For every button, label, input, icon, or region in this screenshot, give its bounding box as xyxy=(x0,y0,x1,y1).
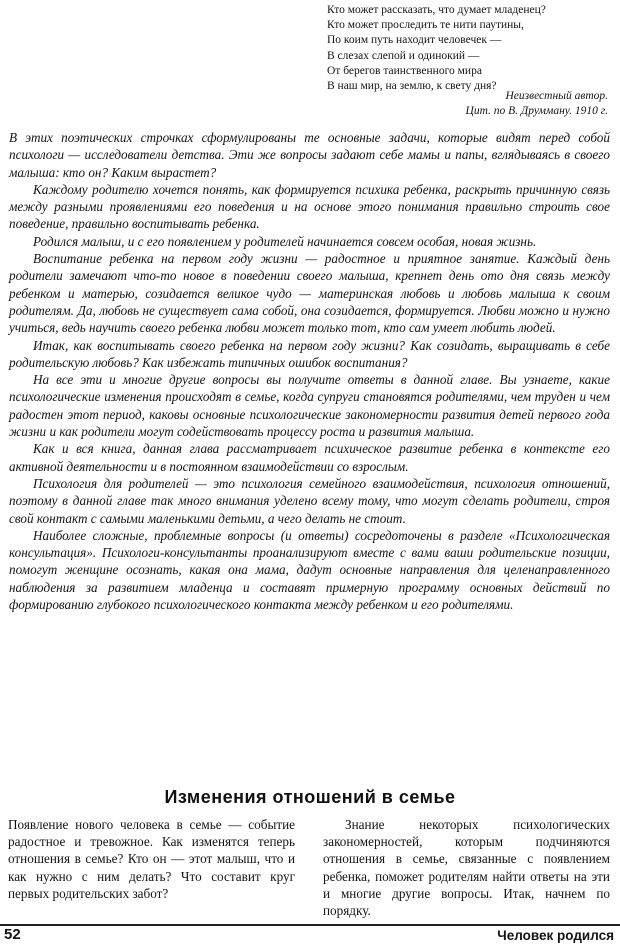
epigraph-line: По коим путь находит человечек — xyxy=(327,34,502,47)
intro-paragraph: Воспитание ребенка на первом году жизни — радостное и приятное занятие. Каждый день родители замечают что-то новое в поведении своего малыша, крепнет день ото дня связь между ребенком и матерью, созидается великое чудо — материнская любовь и любовь малыша к своим родителям. Да, любовь не существует сама собой, она созидается, формируется. Любви можно и нужно учиться, ведь научить своего ребенка любви может только тот, кто сам умеет любить людей. xyxy=(9,251,610,336)
left-column xyxy=(8,816,295,902)
chapter-introduction xyxy=(9,129,610,613)
right-column xyxy=(323,816,610,919)
epigraph-attribution xyxy=(466,89,608,119)
epigraph-line: В слезах слепой и одинокий — xyxy=(327,49,480,62)
body-paragraph: Знание некоторых психологических закономерностей, которым подчиняются отношения в семье, связанные с появлением ребенка, поможет родителям найти ответы на эти и многие другие вопросы. Итак, начнем по порядку. xyxy=(323,817,610,919)
epigraph-poem xyxy=(327,3,607,94)
intro-paragraph: Итак, как воспитывать своего ребенка на первом году жизни? Как созидать, выращивать в себе родительскую любовь? Как избежать типичных ошибок воспитания? xyxy=(9,337,610,370)
epigraph-line: Кто может рассказать, что думает младенец? xyxy=(327,4,546,16)
epigraph-line: От берегов таинственного мира xyxy=(327,64,482,77)
body-paragraph: Появление нового человека в семье — событие радостное и тревожное. Как изменятся теперь отношения в семье? Кто он — этот малыш, что и как нужно с ним делать? Что составит круг первых родительских забот? xyxy=(8,817,295,901)
intro-paragraph: Наиболее сложные, проблемные вопросы (и ответы) сосредоточены в разделе «Психологическая консультация». Психологи-консультанты проанализируют вместе с вами ваши родительские позиции, помогут женщине осознать, какая она мама, дадут основные направления для целенаправленного наблюдения за развитием младенца и составят примерную программу основных действий по формированию глубокого психологического контакта между ребенком и его родителями. xyxy=(9,527,610,613)
intro-paragraph: Родился малыш, и с его появлением у родителей начинается совсем особая, новая жизнь. xyxy=(33,233,537,249)
section-heading: Изменения отношений в семье xyxy=(164,787,456,807)
intro-paragraph: На все эти и многие другие вопросы вы получите ответы в данной главе. Вы узнаете, какие психологические изменения происходят в семье, когда супруги становятся родителями, чем труден и чем радостен этот период, каковы основные психологические закономерности развития детей первого года жизни и как родители могут содействовать процессу роста и развития малыша. xyxy=(9,372,610,440)
running-title: Человек родился xyxy=(497,928,614,943)
footer-divider xyxy=(0,924,620,926)
epigraph-line: В наш мир, на землю, к свету дня? xyxy=(327,80,497,93)
epigraph-citation: Цит. по В. Друмману. 1910 г. xyxy=(465,105,608,118)
epigraph-line: Кто может проследить те нити паутины, xyxy=(327,19,524,32)
intro-paragraph: Психология для родителей — это психология семейного взаимодействия, психология отношений, поэтому в данной главе так много внимания уделено всему тому, что могут сделать родители, строя свой контакт с самыми маленькими детьми, а чего делать не стоит. xyxy=(9,475,610,526)
intro-paragraph: Как и вся книга, данная глава рассматривает психическое развитие ребенка в контексте его активной деятельности и в постоянном взаимодействии со взрослым. xyxy=(9,441,610,474)
page-number: 52 xyxy=(4,926,21,943)
epigraph-author: Неизвестный автор. xyxy=(505,90,608,102)
intro-paragraph: Каждому родителю хочется понять, как формируется психика ребенка, раскрыть причинную связь между разными проявлениями его поведения и на основе этого понимания правильно строить свое поведение, правильно воспитывать ребенка. xyxy=(9,181,610,232)
intro-paragraph: В этих поэтических строчках сформулированы те основные задачи, которые видят перед собой психологи — исследователи детства. Эти же вопросы задают себе мамы и папы, вглядываясь в своего малыша: кто он? Каким вырастет? xyxy=(9,130,610,180)
